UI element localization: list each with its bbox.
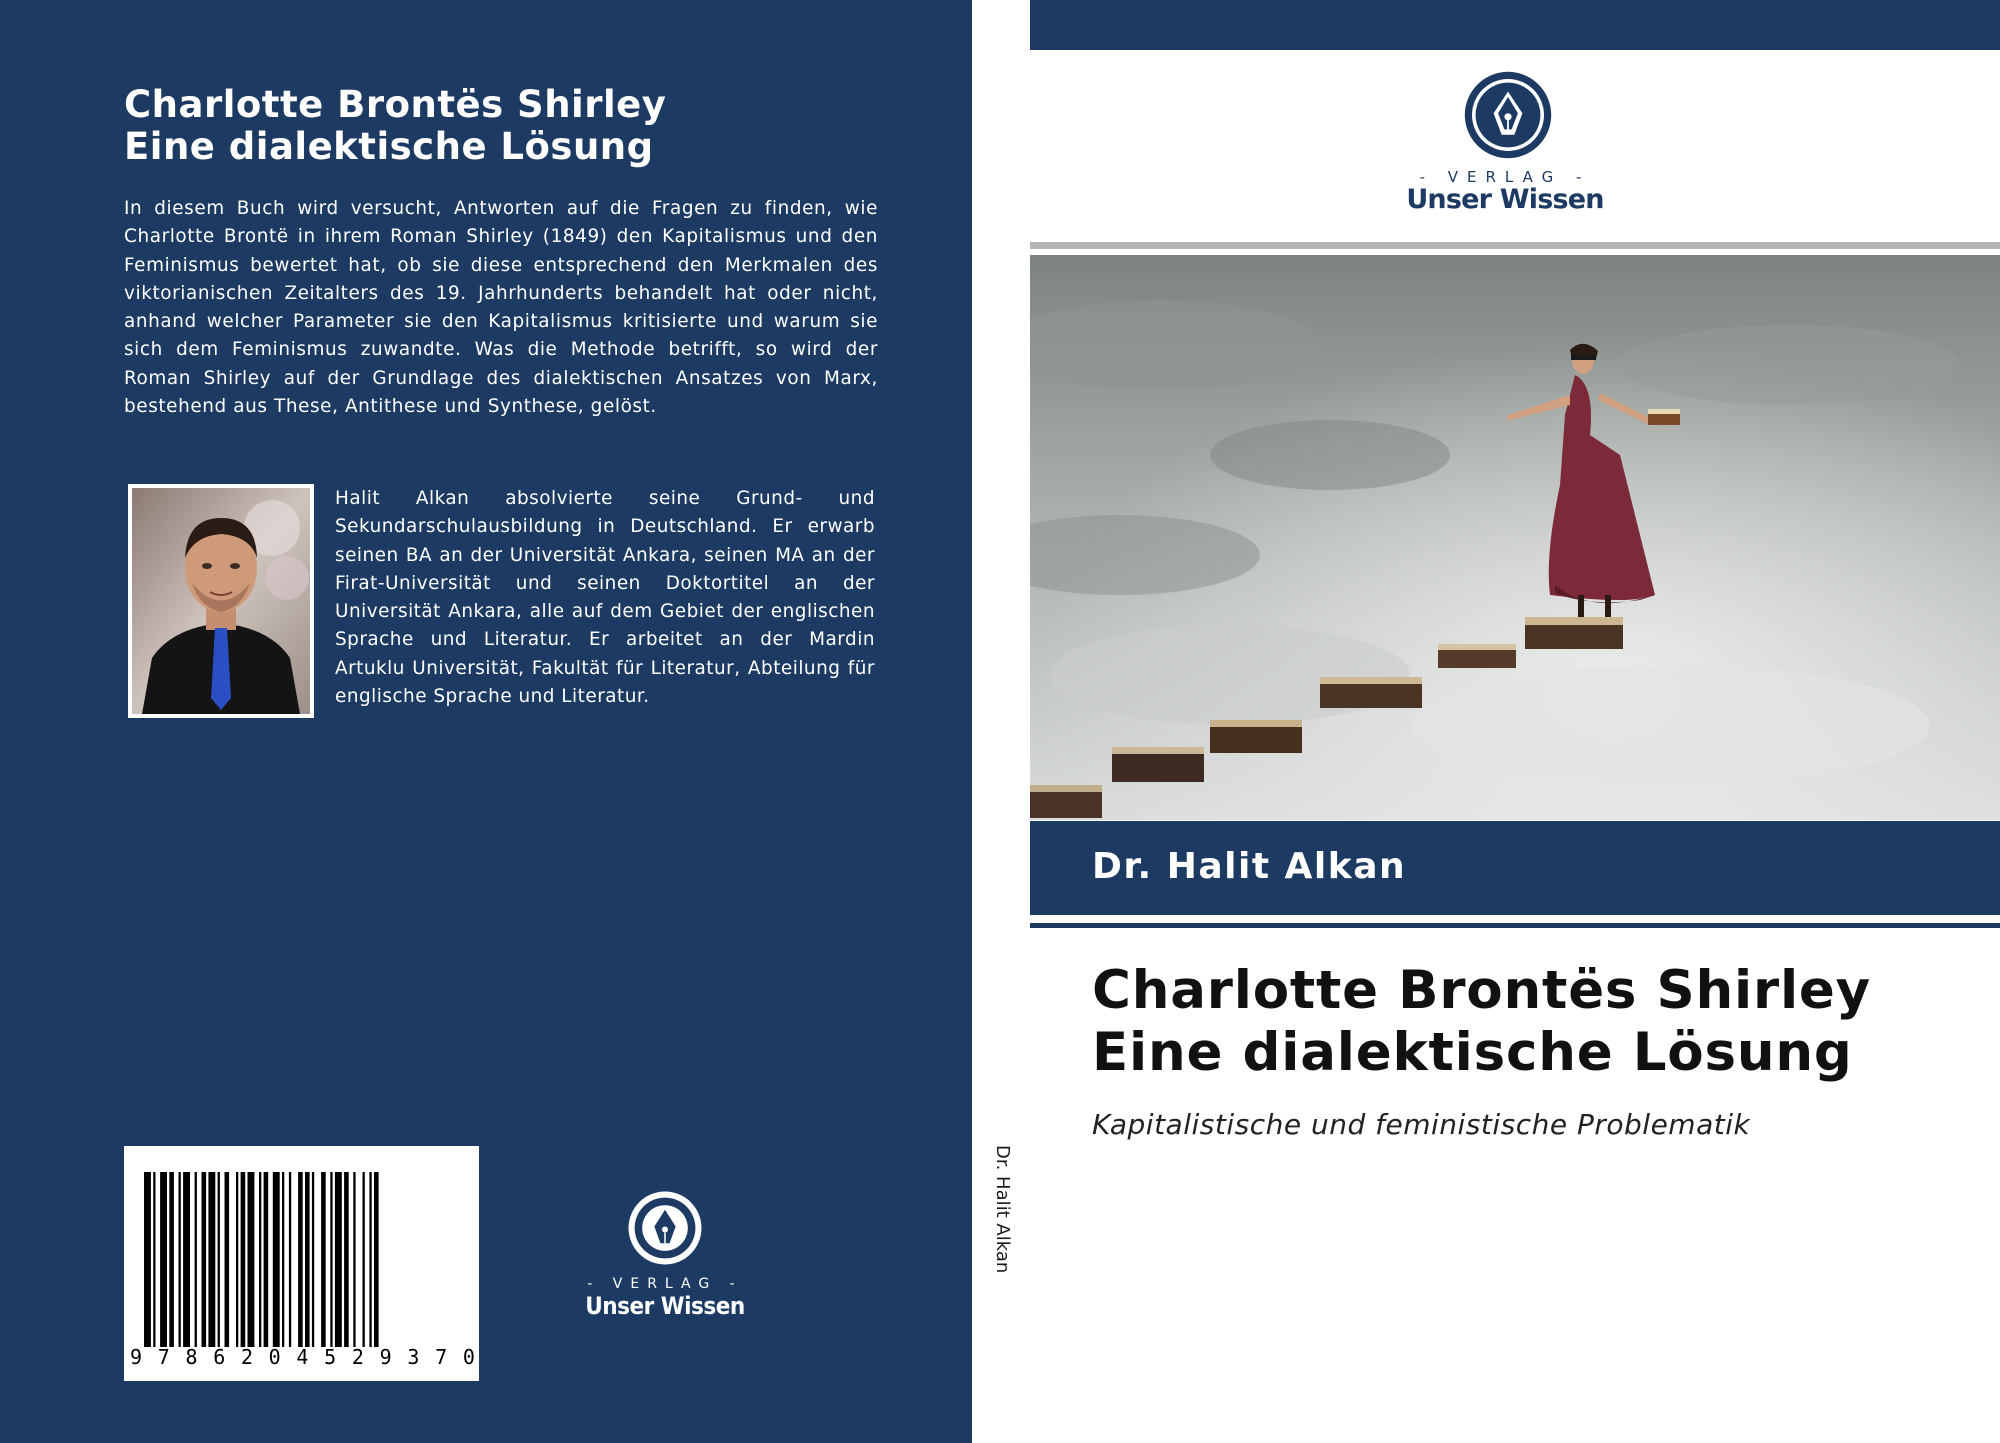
front-subtitle: Kapitalistische und feministische Problematik	[1092, 1108, 1751, 1141]
front-author-name: Dr. Halit Alkan	[1092, 846, 1407, 887]
isbn-digit: 0	[268, 1345, 281, 1369]
isbn-digit: 0	[462, 1345, 475, 1369]
author-bio: Halit Alkan absolvierte seine Grund- und Sekundarschulausbildung in Deutschland. Er erwarb seinen BA an der Universität Ankara, seinen MA an der Firat-Universität und seinen Doktortitel an der Universität Ankara, alle auf dem Gebiet der englischen Sprache und Literatur. Er arbeitet an der Mardin Artuklu Universität, Fakultät für Literatur, Abteilung für englische Sprache und Literatur.	[335, 488, 875, 708]
fountain-pen-nib-emblem-icon	[627, 1190, 703, 1266]
isbn-digit: 9	[379, 1345, 392, 1369]
front-verlag-label: - VERLAG -	[1419, 168, 1591, 186]
front-publisher-logo	[1390, 70, 1620, 220]
isbn-digit: 7	[435, 1345, 448, 1369]
back-publisher-name: Unser Wissen	[585, 1292, 745, 1320]
isbn-digits	[130, 1345, 475, 1369]
front-top-bar	[1030, 0, 2000, 50]
front-publisher-name: Unser Wissen	[1406, 184, 1604, 215]
back-cover	[0, 0, 972, 1443]
isbn-digit: 2	[240, 1345, 253, 1369]
back-title-line1: Charlotte Brontës Shirley	[124, 83, 667, 126]
spine-author: Dr. Halit Alkan	[992, 1145, 1013, 1274]
author-portrait-image	[132, 488, 310, 714]
isbn-digit: 7	[157, 1345, 170, 1369]
author-photo	[128, 484, 314, 718]
front-title-line2: Eine dialektische Lösung	[1092, 1022, 1853, 1083]
back-publisher-logo	[570, 1190, 760, 1330]
back-title	[124, 84, 904, 168]
isbn-digit: 4	[296, 1345, 309, 1369]
isbn-digit: 6	[213, 1345, 226, 1369]
navy-divider	[1030, 923, 2000, 928]
isbn-digit: 8	[185, 1345, 198, 1369]
woman-on-book-stairs-image	[1030, 255, 2000, 820]
isbn-digit: 3	[407, 1345, 420, 1369]
isbn-digit: 9	[130, 1345, 143, 1369]
fountain-pen-nib-emblem-icon	[1463, 70, 1553, 160]
front-cover	[1030, 0, 2000, 1443]
isbn-digit: 2	[351, 1345, 364, 1369]
cover-illustration	[1030, 255, 2000, 820]
front-title	[1092, 960, 1992, 1084]
front-title-line1: Charlotte Brontës Shirley	[1092, 960, 1872, 1021]
back-title-line2: Eine dialektische Lösung	[124, 125, 654, 168]
isbn-digit: 5	[324, 1345, 337, 1369]
isbn-barcode	[124, 1146, 479, 1381]
grey-divider	[1030, 242, 2000, 249]
book-blurb: In diesem Buch wird versucht, Antworten auf die Fragen zu finden, wie Charlotte Brontë in ihrem Roman Shirley (1849) den Kapitalismus und den Feminismus bewertet hat, ob sie diese entsprechend den Merkmalen des viktorianischen Zeitalters des 19. Jahrhunderts behandelt hat oder nicht, anhand welcher Parameter sie den Kapitalismus kritisierte und warum sie sich dem Feminismus zuwandte. Was die Methode betrifft, so wird der Roman Shirley auf der Grundlage des dialektischen Ansatzes von Marx, bestehend aus These, Antithese und Synthese, gelöst.	[124, 198, 878, 418]
back-verlag-label: - VERLAG -	[587, 1276, 743, 1292]
